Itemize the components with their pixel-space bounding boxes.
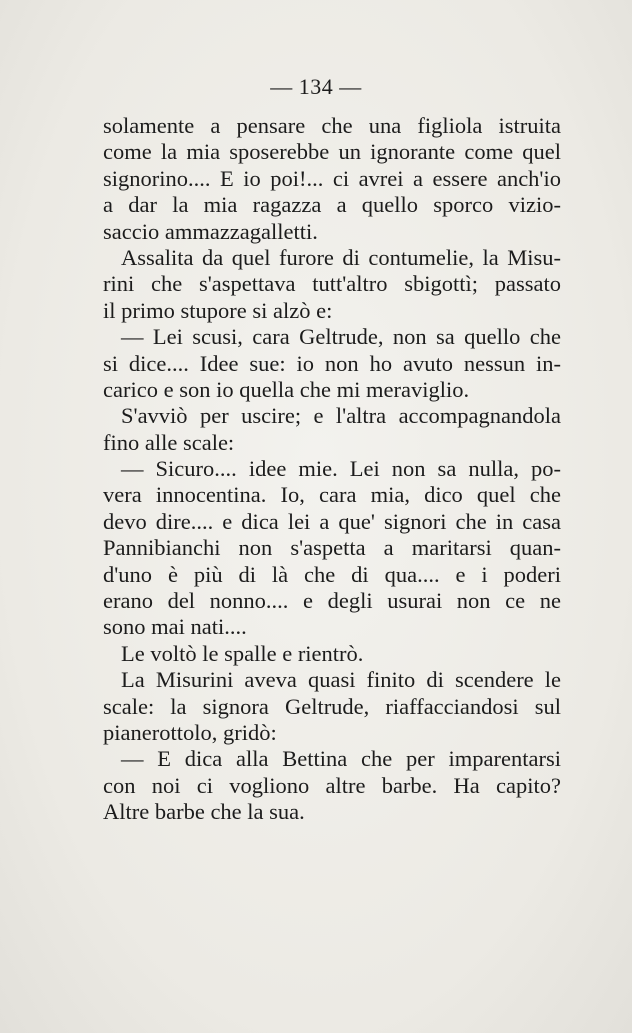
text-line: fino alle scale: xyxy=(103,429,235,455)
text-line: sono mai nati.... xyxy=(103,614,247,640)
text-line: Altre barbe che la sua. xyxy=(103,799,305,825)
text-line: il primo stupore si alzò e: xyxy=(103,297,333,323)
text-line: erano del nonno.... e degli usurai non ce ne xyxy=(103,588,561,614)
text-line: signorino.... E io poi!... ci avrei a essere anch'io xyxy=(103,165,561,191)
text-line: saccio ammazzagalletti. xyxy=(103,218,318,244)
text-line: Le voltò le spalle e rientrò. xyxy=(121,640,364,666)
body-text xyxy=(103,113,561,826)
text-line: scale: la signora Geltrude, riaffacciandosi sul xyxy=(103,693,561,719)
text-line: — Sicuro.... idee mie. Lei non sa nulla, po- xyxy=(121,456,561,482)
text-line: vera innocentina. Io, cara mia, dico quel che xyxy=(103,482,561,508)
text-line: come la mia sposerebbe un ignorante come quel xyxy=(103,139,561,165)
text-line: d'uno è più di là che di qua.... e i poderi xyxy=(103,561,561,587)
text-line: Assalita da quel furore di contumelie, la Misu- xyxy=(121,244,561,270)
text-line: Pannibianchi non s'aspetta a maritarsi quan- xyxy=(103,535,561,561)
text-line: S'avviò per uscire; e l'altra accompagnandola xyxy=(121,403,561,429)
text-line: solamente a pensare che una figliola istruita xyxy=(103,113,561,138)
text-line: carico e son io quella che mi meraviglio. xyxy=(103,376,470,402)
text-line: La Misurini aveva quasi finito di scendere le xyxy=(121,667,561,693)
text-line: con noi ci vogliono altre barbe. Ha capito? xyxy=(103,772,561,798)
text-line: a dar la mia ragazza a quello sporco vizio- xyxy=(103,192,561,218)
text-line: rini che s'aspettava tutt'altro sbigottì; passato xyxy=(103,271,561,297)
page-number: — 134 — xyxy=(270,74,362,99)
text-line: — Lei scusi, cara Geltrude, non sa quello che xyxy=(121,324,561,350)
text-line: si dice.... Idee sue: io non ho avuto nessun in- xyxy=(103,350,561,376)
text-line: — E dica alla Bettina che per imparentarsi xyxy=(121,746,561,772)
text-line: pianerottolo, gridò: xyxy=(103,719,277,745)
text-line: devo dire.... e dica lei a que' signori che in casa xyxy=(103,508,561,534)
